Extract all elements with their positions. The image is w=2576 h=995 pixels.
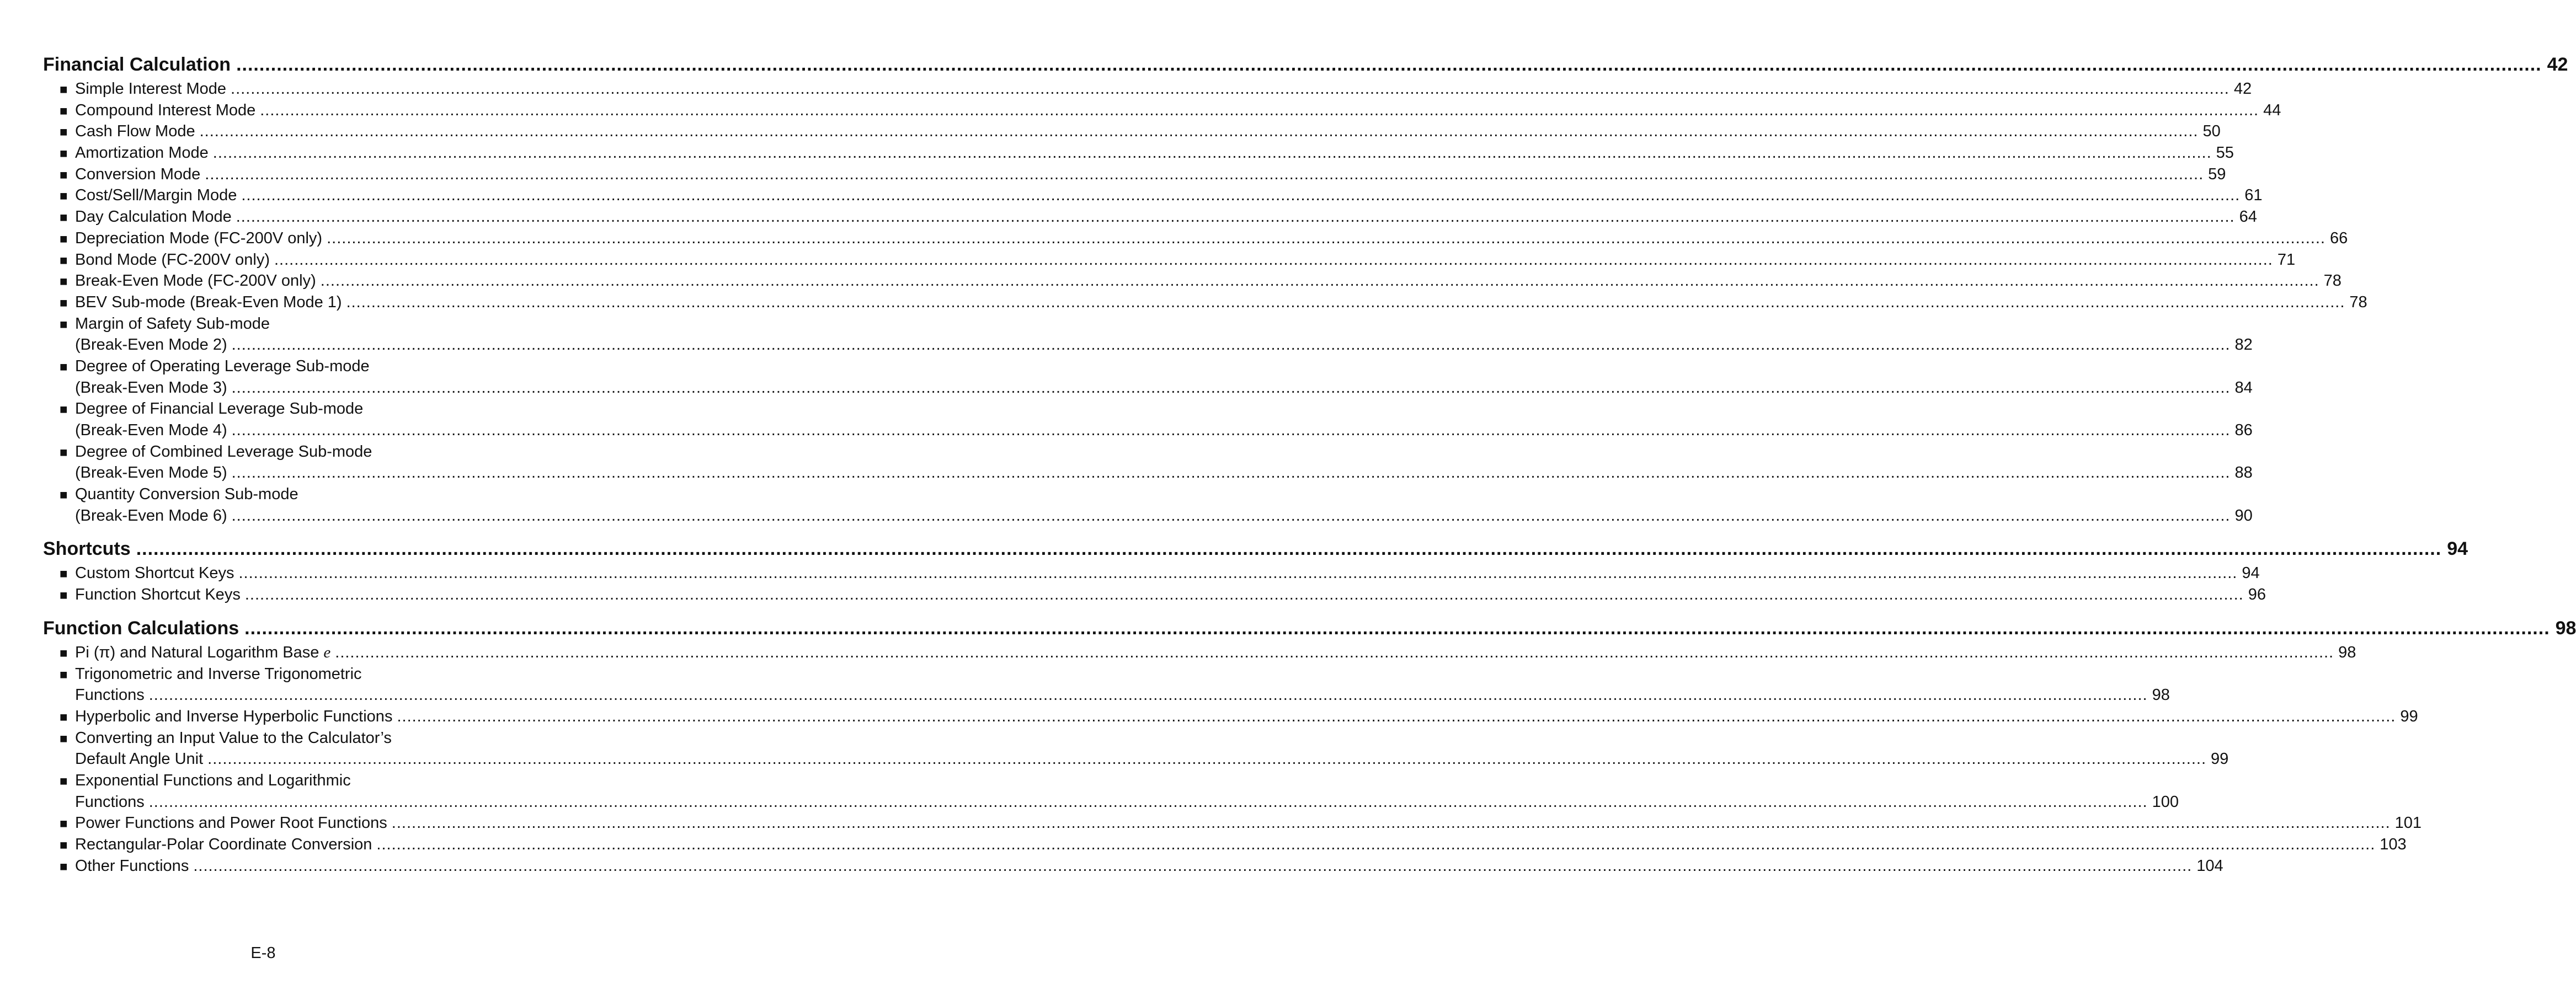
entry-page-number: 59 [2208, 165, 2226, 183]
dot-leader: ................................................................................................................................................................................................................................................................................................................................................................................................................ [231, 336, 2231, 354]
dot-leader: ................................................................................................................................................................................................................................................................................................................................................................................................................ [231, 378, 2231, 397]
entry-title: Break-Even Mode (FC-200V only) [75, 272, 316, 290]
entry-title: Pi (π) and Natural Logarithm Base [75, 643, 319, 661]
entry-page-number: 104 [2196, 857, 2223, 875]
entry-page-number: 101 [2394, 814, 2422, 832]
square-bullet-icon: ■ [60, 210, 68, 226]
square-bullet-icon: ■ [60, 445, 68, 460]
toc-entry [43, 727, 484, 749]
entry-title: Degree of Combined Leverage Sub-mode [75, 442, 372, 461]
section-heading [43, 614, 2576, 642]
entry-title: Degree of Financial Leverage Sub-mode [75, 400, 364, 418]
toc-entry-continuation [43, 748, 2229, 770]
toc-section [43, 535, 2468, 605]
toc-entry [43, 270, 2342, 292]
toc-entry [43, 812, 2422, 834]
page-number: E-8 [250, 944, 276, 962]
toc-entry [43, 121, 2221, 142]
entry-page-number: 99 [2211, 750, 2229, 768]
entry-page-number: 98 [2338, 643, 2356, 661]
entry-title: Day Calculation Mode [75, 208, 232, 226]
entry-title: Trigonometric and Inverse Trigonometric [75, 665, 362, 683]
entry-title: Other Functions [75, 857, 189, 875]
toc-entry [43, 228, 2348, 249]
toc-entry [43, 206, 2257, 228]
toc-entry [43, 398, 484, 420]
square-bullet-icon: ■ [60, 731, 68, 746]
entry-page-number: 96 [2248, 586, 2266, 604]
entry-title: Depreciation Mode (FC-200V only) [75, 229, 323, 247]
square-bullet-icon: ■ [60, 566, 68, 582]
toc-section [43, 614, 2576, 877]
entry-page-number: 100 [2152, 793, 2179, 811]
toc-entry [43, 100, 2281, 121]
entry-title: Compound Interest Mode [75, 101, 256, 119]
entry-title: Power Functions and Power Root Functions [75, 814, 387, 832]
square-bullet-icon: ■ [60, 402, 68, 418]
entry-page-number: 90 [2234, 506, 2253, 525]
toc-entry-continuation [43, 505, 2253, 527]
dot-leader: ................................................................................................................................................................................................................................................................................................................................................................................................................ [397, 707, 2396, 725]
entry-page-number: 78 [2349, 293, 2367, 311]
dot-leader: ................................................................................................................................................................................................................................................................................................................................................................................................................ [327, 229, 2326, 247]
toc-entry [43, 706, 2418, 727]
square-bullet-icon: ■ [60, 317, 68, 332]
section-title: Financial Calculation [43, 54, 231, 75]
entry-title: Rectangular-Polar Coordinate Conversion [75, 836, 372, 853]
dot-leader: ................................................................................................................................................................................................................................................................................................................................................................................................................ [231, 506, 2231, 525]
toc-entry-continuation [43, 684, 2170, 706]
section-heading [43, 535, 2468, 563]
math-symbol-e: e [323, 643, 331, 661]
entry-title: Cost/Sell/Margin Mode [75, 186, 237, 205]
toc-entry-continuation [43, 420, 2253, 441]
toc-entry [43, 770, 484, 791]
entry-page-number: 82 [2234, 336, 2253, 354]
toc-entry [43, 563, 2260, 584]
entry-page-number: 71 [2277, 250, 2296, 269]
entry-title: Degree of Operating Leverage Sub-mode [75, 357, 370, 375]
entry-title: Cash Flow Mode [75, 122, 195, 141]
dot-leader: ................................................................................................................................................................................................................................................................................................................................................................................................................ [238, 564, 2238, 582]
dot-leader: ................................................................................................................................................................................................................................................................................................................................................................................................................ [148, 686, 2148, 704]
entry-page-number: 88 [2234, 464, 2253, 482]
dot-leader: ................................................................................................................................................................................................................................................................................................................................................................................................................ [320, 272, 2319, 290]
dot-leader: ................................................................................................................................................................................................................................................................................................................................................................................................................ [193, 857, 2193, 875]
square-bullet-icon: ■ [60, 488, 68, 503]
entry-title: BEV Sub-mode (Break-Even Mode 1) [75, 293, 342, 311]
entry-title: Custom Shortcut Keys [75, 564, 234, 582]
dot-leader: ................................................................................................................................................................................................................................................................................................................................................................................................................ [148, 793, 2148, 811]
dot-leader: ................................................................................................................................................................................................................................................................................................................................................................................................................ [236, 208, 2235, 226]
dot-leader: ................................................................................................................................................................................................................................................................................................................................................................................................................ [244, 617, 2550, 639]
entry-title: Hyperbolic and Inverse Hyperbolic Functions [75, 707, 393, 725]
entry-page-number: 78 [2323, 272, 2342, 290]
dot-leader: ................................................................................................................................................................................................................................................................................................................................................................................................................ [205, 165, 2204, 183]
entry-page-number: 42 [2233, 80, 2252, 98]
square-bullet-icon: ■ [60, 859, 68, 874]
entry-title: (Break-Even Mode 4) [75, 421, 227, 439]
toc-entry [43, 164, 2226, 185]
dot-leader: ................................................................................................................................................................................................................................................................................................................................................................................................................ [241, 186, 2241, 205]
dot-leader: ................................................................................................................................................................................................................................................................................................................................................................................................................ [136, 538, 2442, 560]
square-bullet-icon: ■ [60, 167, 68, 183]
toc-entry [43, 664, 484, 685]
entry-page-number: 94 [2242, 564, 2260, 582]
entry-title: Simple Interest Mode [75, 80, 227, 98]
square-bullet-icon: ■ [60, 274, 68, 290]
entry-page-number: 86 [2234, 421, 2253, 439]
entry-page-number: 61 [2244, 186, 2263, 205]
toc-entry-continuation [43, 791, 2179, 813]
toc-entry-continuation [43, 462, 2253, 484]
square-bullet-icon: ■ [60, 709, 68, 725]
entry-page-number: 64 [2239, 208, 2257, 226]
dot-leader: ................................................................................................................................................................................................................................................................................................................................................................................................................ [212, 144, 2212, 162]
toc-entry [43, 441, 484, 463]
section-page-number: 98 [2555, 617, 2576, 639]
section-page-number: 42 [2547, 54, 2568, 75]
dot-leader: ................................................................................................................................................................................................................................................................................................................................................................................................................ [346, 293, 2345, 311]
entry-title: Quantity Conversion Sub-mode [75, 485, 298, 504]
square-bullet-icon: ■ [60, 189, 68, 204]
toc-entry [43, 249, 2296, 271]
entry-title: Margin of Safety Sub-mode [75, 314, 270, 333]
square-bullet-icon: ■ [60, 253, 68, 268]
entry-title: Function Shortcut Keys [75, 586, 241, 604]
toc-entry [43, 78, 2252, 100]
square-bullet-icon: ■ [60, 645, 68, 661]
dot-leader: ................................................................................................................................................................................................................................................................................................................................................................................................................ [231, 421, 2231, 439]
dot-leader: ................................................................................................................................................................................................................................................................................................................................................................................................................ [376, 836, 2376, 853]
dot-leader: ................................................................................................................................................................................................................................................................................................................................................................................................................ [199, 122, 2199, 141]
dot-leader: ................................................................................................................................................................................................................................................................................................................................................................................................................ [244, 586, 2244, 604]
section-heading [43, 51, 2568, 78]
square-bullet-icon: ■ [60, 588, 68, 603]
toc-entry [43, 185, 2263, 206]
entry-title: Converting an Input Value to the Calculator’s [75, 729, 392, 747]
entry-title: Exponential Functions and Logarithmic [75, 771, 351, 789]
section-page-number: 94 [2447, 538, 2468, 560]
entry-page-number: 44 [2263, 101, 2281, 119]
toc-entry-continuation [43, 334, 2253, 356]
table-of-contents [43, 51, 2576, 885]
square-bullet-icon: ■ [60, 82, 68, 97]
square-bullet-icon: ■ [60, 146, 68, 162]
section-title: Function Calculations [43, 617, 239, 639]
entry-page-number: 103 [2380, 836, 2407, 853]
entry-title: (Break-Even Mode 3) [75, 378, 227, 397]
toc-entry [43, 484, 484, 505]
entry-title: Functions [75, 793, 145, 811]
dot-leader: ................................................................................................................................................................................................................................................................................................................................................................................................................ [231, 80, 2230, 98]
square-bullet-icon: ■ [60, 359, 68, 375]
toc-entry [43, 584, 2266, 606]
toc-entry [43, 356, 484, 377]
dot-leader: ................................................................................................................................................................................................................................................................................................................................................................................................................ [207, 750, 2207, 768]
entry-title: Amortization Mode [75, 144, 209, 162]
toc-entry-continuation [43, 377, 2253, 399]
square-bullet-icon: ■ [60, 838, 68, 853]
toc-entry [43, 292, 2367, 313]
toc-entry [43, 834, 2407, 855]
dot-leader: ................................................................................................................................................................................................................................................................................................................................................................................................................ [231, 464, 2231, 482]
square-bullet-icon: ■ [60, 103, 68, 119]
square-bullet-icon: ■ [60, 773, 68, 789]
entry-title: Functions [75, 686, 145, 704]
toc-entry [43, 855, 2223, 877]
dot-leader: ................................................................................................................................................................................................................................................................................................................................................................................................................ [274, 250, 2273, 269]
section-title: Shortcuts [43, 538, 131, 560]
toc-entry [43, 642, 2356, 664]
entry-title: (Break-Even Mode 6) [75, 506, 227, 525]
toc-entry [43, 142, 2234, 164]
entry-page-number: 50 [2202, 122, 2221, 141]
entry-title: Default Angle Unit [75, 750, 204, 768]
square-bullet-icon: ■ [60, 667, 68, 682]
entry-page-number: 84 [2234, 378, 2253, 397]
entry-page-number: 98 [2152, 686, 2170, 704]
square-bullet-icon: ■ [60, 295, 68, 311]
toc-section [43, 51, 2568, 526]
dot-leader: ................................................................................................................................................................................................................................................................................................................................................................................................................ [335, 643, 2334, 661]
dot-leader: ................................................................................................................................................................................................................................................................................................................................................................................................................ [260, 101, 2259, 119]
entry-page-number: 66 [2329, 229, 2348, 247]
entry-title: Bond Mode (FC-200V only) [75, 250, 270, 269]
dot-leader: ................................................................................................................................................................................................................................................................................................................................................................................................................ [236, 54, 2542, 75]
square-bullet-icon: ■ [60, 125, 68, 140]
entry-page-number: 55 [2216, 144, 2234, 162]
square-bullet-icon: ■ [60, 816, 68, 832]
square-bullet-icon: ■ [60, 231, 68, 247]
dot-leader: ................................................................................................................................................................................................................................................................................................................................................................................................................ [391, 814, 2391, 832]
entry-title: (Break-Even Mode 2) [75, 336, 227, 354]
entry-page-number: 99 [2400, 707, 2418, 725]
entry-title: Conversion Mode [75, 165, 201, 183]
toc-entry [43, 313, 484, 335]
entry-title: (Break-Even Mode 5) [75, 464, 227, 482]
